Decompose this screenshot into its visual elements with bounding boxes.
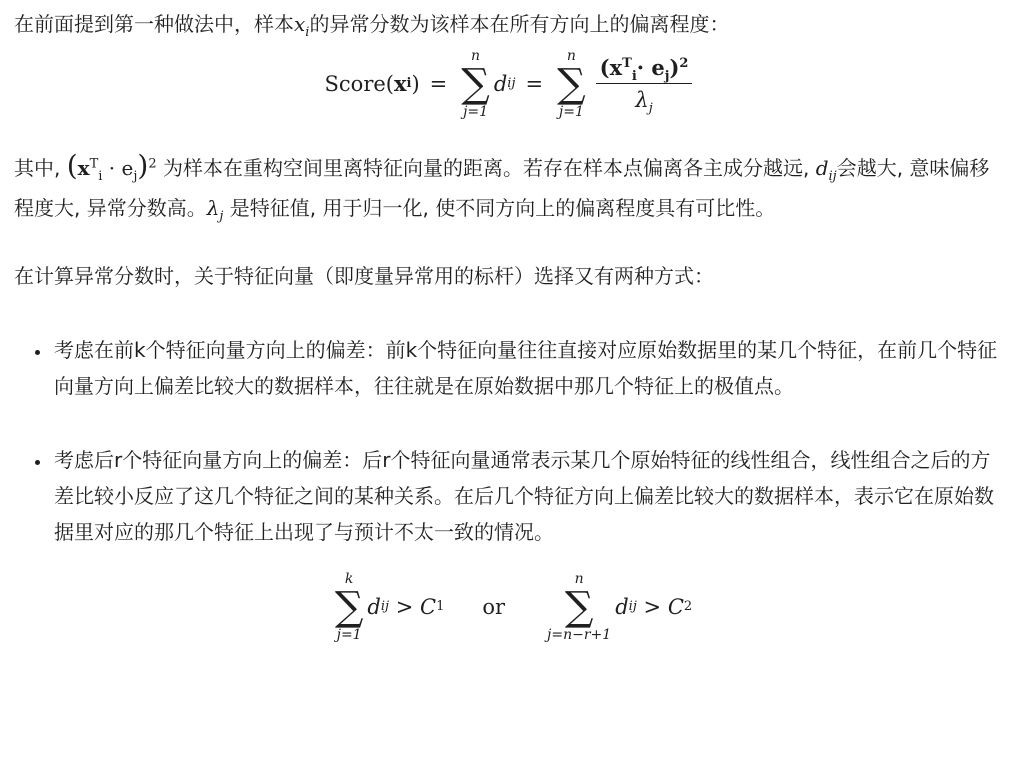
sum-symbol: k ∑ j=1 [334,571,364,643]
method-list [14,442,1009,550]
sum-symbol: n ∑ j=1 [461,48,490,120]
method-list [14,332,1009,404]
intro-paragraph: 在前面提到第一种做法中，样本$x_i$的异常分数为该样本在所有方向上的偏离程度： [14,12,730,40]
sum-symbol: n ∑ j=n−r+1 [547,571,612,643]
list-item: • 考虑在前k个特征向量方向上的偏差：前k个特征向量往往直接对应原始数据里的某几个特征，在前几个特征向量方向上偏差比较大的数据样本，往往就是在原始数据中那几个特征上的极值点。 [52,332,1009,404]
document-body [14,6,1009,643]
fraction: $\frac{(x^T_i\cdot e_j)^2}{\lambda_j}$ [596,56,693,112]
list-item: • 考虑后r个特征向量方向上的偏差：后r个特征向量通常表示某几个原始特征的线性组合，线性组合之后的方差比较小反应了这几个特征之间的某种关系。在后几个特征方向上偏差比较大的数据样本，表示它在原始数据里对应的那几个特征上出现了与预计不太一致的情况。 [52,442,1009,550]
explanation-paragraph: 其中, $(x^T_i \cdot e_j)^2$ 为样本在重构空间里离特征向量的距离。若存在样本点偏离各主成分越远, $d_{ij}$会越大, 意味偏移程度大, 异常分数高。$\lambda_j$ 是特征值, 用于归一化, 使不同方向上的偏离程度具有可比性。 [14,149,990,224]
sum-symbol: n ∑ j=1 [557,48,586,120]
selection-paragraph: 在计算异常分数时，关于特征向量（即度量异常用的标杆）选择又有两种方式： [14,264,714,288]
threshold-equation: k ∑ j=1 d ij > C 1 or n ∑ j=n−r+1 d ij > C 2 [334,571,693,643]
score-equation: Score( x i ) = n ∑ j=1 d ij = n ∑ j=1 $\frac{(x^T_i\cdot e_j)^2}{\lambda_j}$ [14,42,1009,146]
